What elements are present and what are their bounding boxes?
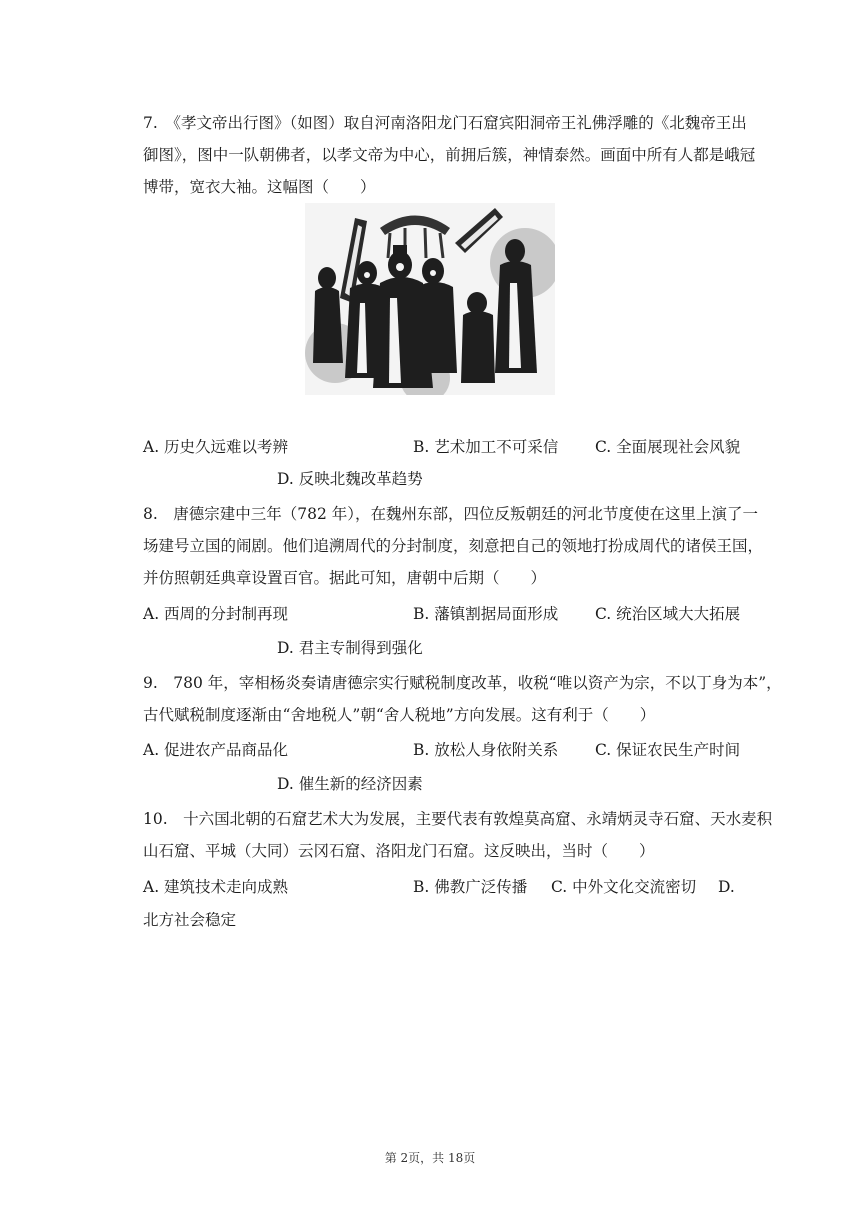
q8-option-d[interactable]: D. 君主专制得到强化: [277, 639, 423, 657]
q9-option-b[interactable]: B. 放松人身依附关系: [413, 741, 559, 759]
q7-option-d[interactable]: D. 反映北魏改革趋势: [277, 470, 423, 488]
q9-line-1: 9. 780 年，宰相杨炎奏请唐德宗实行赋税制度改革，收税“唯以资产为宗，不以丁身为本”，: [143, 674, 782, 692]
q10-option-c[interactable]: C. 中外文化交流密切: [551, 878, 697, 896]
relief-sketch-image: [305, 203, 555, 395]
q8-option-b[interactable]: B. 藩镇割据局面形成: [413, 605, 559, 623]
q10-line-1: 10. 十六国北朝的石窟艺术大为发展，主要代表有敦煌莫高窟、永靖炳灵寺石窟、天水麦积: [143, 810, 773, 828]
q8-option-c[interactable]: C. 统治区域大大拓展: [595, 605, 741, 623]
q10-option-a[interactable]: A. 建筑技术走向成熟: [143, 878, 289, 896]
q10-option-d-letter[interactable]: D.: [718, 878, 735, 896]
q10-line-2: 山石窟、平城（大同）云冈石窟、洛阳龙门石窟。这反映出，当时（ ）: [143, 842, 655, 860]
q8-line-3: 并仿照朝廷典章设置百官。据此可知，唐朝中后期（ ）: [143, 569, 547, 587]
q9-option-d[interactable]: D. 催生新的经济因素: [277, 775, 423, 793]
q7-option-b[interactable]: B. 艺术加工不可采信: [413, 438, 559, 456]
q10-option-d-text[interactable]: 北方社会稳定: [143, 911, 237, 929]
q7-line-3: 博带，宽衣大袖。这幅图（ ）: [143, 178, 376, 196]
q7-option-c[interactable]: C. 全面展现社会风貌: [595, 438, 741, 456]
q7-line-2: 御图》，图中一队朝佛者，以孝文帝为中心，前拥后簇，神情泰然。画面中所有人都是峨冠: [143, 146, 756, 164]
q8-line-2: 场建号立国的闹剧。他们追溯周代的分封制度，刻意把自己的领地打扮成周代的诸侯王国，: [143, 537, 764, 555]
q10-option-b[interactable]: B. 佛教广泛传播: [413, 878, 528, 896]
q9-line-2: 古代赋税制度逐渐由“舍地税人”朝“舍人税地”方向发展。这有利于（ ）: [143, 706, 656, 724]
q7-line-1: 7. 《孝文帝出行图》（如图）取自河南洛阳龙门石窟宾阳洞帝王礼佛浮雕的《北魏帝王出: [143, 114, 747, 132]
q8-line-1: 8. 唐德宗建中三年（782 年），在魏州东部，四位反叛朝廷的河北节度使在这里上演了一: [143, 505, 759, 523]
page-footer: 第 2页，共 18页: [384, 1151, 476, 1165]
q9-option-a[interactable]: A. 促进农产品商品化: [143, 741, 289, 759]
q8-option-a[interactable]: A. 西周的分封制再现: [143, 605, 289, 623]
q7-option-a[interactable]: A. 历史久远难以考辨: [143, 438, 289, 456]
q9-option-c[interactable]: C. 保证农民生产时间: [595, 741, 741, 759]
